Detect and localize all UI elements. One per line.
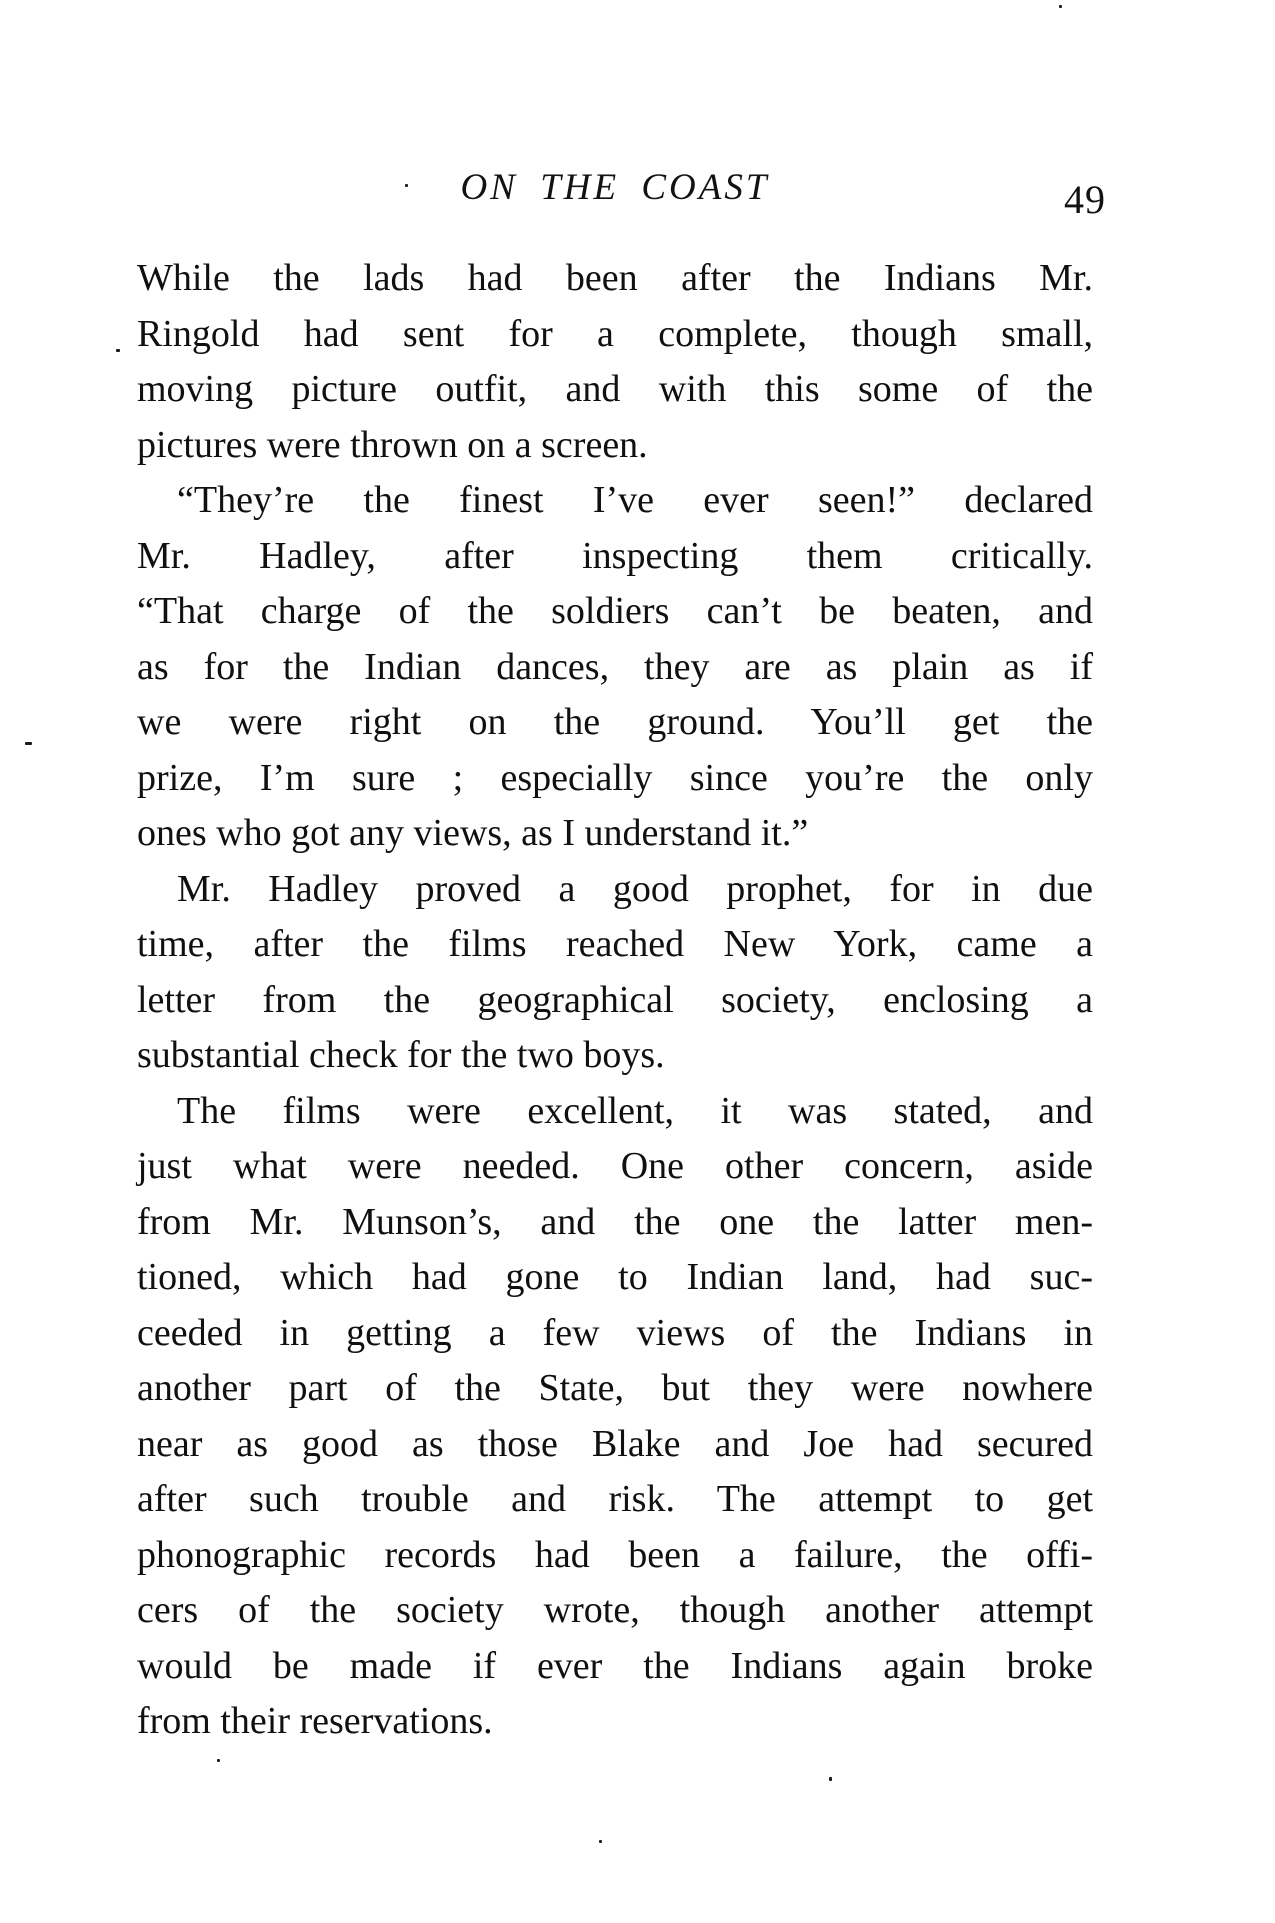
text-line: another part of the State, but they were nowhere: [137, 1367, 1093, 1409]
scan-speck: [829, 1777, 832, 1781]
text-line: we were right on the ground. You’ll get the: [137, 701, 1093, 743]
text-line: from their reservations.: [137, 1700, 493, 1742]
page-body: [137, 251, 1093, 1750]
text-line: just what were needed. One other concern, aside: [137, 1145, 1093, 1187]
text-line: letter from the geographical society, enclosing a: [137, 978, 1093, 1021]
scan-speck: [116, 349, 120, 352]
text-line: “They’re the finest I’ve ever seen!” declared: [177, 479, 1093, 521]
scan-speck: [599, 1840, 602, 1843]
text-line: as for the Indian dances, they are as plain as if: [137, 645, 1093, 688]
text-line: from Mr. Munson’s, and the one the latter men-: [137, 1200, 1093, 1243]
text-line: after such trouble and risk. The attempt to get: [137, 1478, 1093, 1520]
text-line: ceeded in getting a few views of the Indians in: [137, 1311, 1093, 1354]
text-line: Mr. Hadley, after inspecting them critically.: [137, 534, 1093, 577]
page-title: ON THE COAST: [460, 167, 770, 208]
page-number: 49: [1064, 177, 1106, 222]
running-head: [137, 166, 1106, 222]
text-line: While the lads had been after the Indians Mr.: [137, 257, 1093, 299]
scan-speck: [217, 1759, 220, 1762]
text-line: prize, I’m sure ; especially since you’re the only: [137, 756, 1093, 799]
text-line: time, after the films reached New York, came a: [137, 923, 1093, 965]
text-line: Ringold had sent for a complete, though small,: [137, 312, 1093, 355]
text-line: moving picture outfit, and with this some of the: [137, 368, 1093, 410]
paragraph: [137, 251, 1093, 473]
text-line: The films were excellent, it was stated, and: [177, 1089, 1093, 1132]
scan-speck: [1059, 5, 1062, 8]
text-line: would be made if ever the Indians again broke: [137, 1644, 1093, 1687]
text-line: Mr. Hadley proved a good prophet, for in due: [177, 867, 1093, 910]
text-line: cers of the society wrote, though another attempt: [137, 1589, 1093, 1631]
scan-speck: [405, 184, 408, 187]
text-line: tioned, which had gone to Indian land, had suc-: [137, 1256, 1093, 1298]
text-line: “That charge of the soldiers can’t be beaten, and: [137, 590, 1093, 632]
text-line: near as good as those Blake and Joe had secured: [137, 1422, 1093, 1465]
text-line: pictures were thrown on a screen.: [137, 423, 648, 466]
text-line: substantial check for the two boys.: [137, 1034, 665, 1076]
text-line: phonographic records had been a failure, the offi-: [137, 1533, 1093, 1576]
text-line: ones who got any views, as I understand it.”: [137, 812, 809, 854]
paragraph: [137, 473, 1093, 862]
paragraph: [137, 862, 1093, 1084]
scan-speck: [25, 742, 32, 745]
paragraph: [137, 1084, 1093, 1750]
